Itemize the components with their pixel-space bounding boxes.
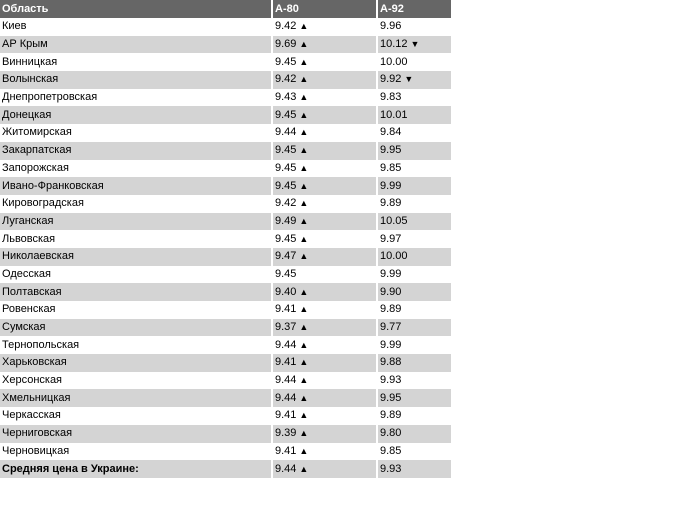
price-value: 9.49 bbox=[275, 214, 297, 227]
price-value: 9.42 bbox=[275, 197, 297, 210]
a92-price-cell bbox=[378, 106, 451, 124]
up-triangle-icon: ▲ bbox=[299, 109, 309, 120]
up-triangle-icon: ▲ bbox=[299, 286, 309, 297]
price-value: 9.83 bbox=[380, 91, 402, 104]
table-row bbox=[0, 266, 451, 284]
a92-price-cell bbox=[378, 230, 451, 248]
price-value: 9.89 bbox=[380, 303, 402, 316]
a80-price-cell bbox=[273, 160, 378, 178]
price-value: 9.44 bbox=[275, 462, 297, 475]
a92-price-cell bbox=[378, 354, 451, 372]
table-row bbox=[0, 354, 451, 372]
a80-price-cell bbox=[273, 425, 378, 443]
up-triangle-icon: ▲ bbox=[299, 39, 309, 50]
table-row bbox=[0, 301, 451, 319]
a80-price-cell bbox=[273, 18, 378, 36]
up-triangle-icon: ▲ bbox=[299, 215, 309, 226]
average-price-row bbox=[0, 460, 451, 478]
a92-price-cell bbox=[378, 142, 451, 160]
price-value: 9.93 bbox=[380, 462, 402, 475]
table-row bbox=[0, 372, 451, 390]
up-triangle-icon: ▲ bbox=[299, 463, 309, 474]
region-cell: Хмельницкая bbox=[0, 389, 273, 407]
up-triangle-icon: ▲ bbox=[299, 127, 309, 138]
price-value: 9.69 bbox=[275, 38, 297, 51]
price-value: 9.41 bbox=[275, 303, 297, 316]
column-header-a80: А-80 bbox=[273, 0, 378, 18]
up-triangle-icon: ▲ bbox=[299, 410, 309, 421]
a92-price-cell bbox=[378, 425, 451, 443]
a80-price-cell bbox=[273, 195, 378, 213]
a80-price-cell bbox=[273, 354, 378, 372]
a92-price-cell bbox=[378, 336, 451, 354]
region-cell: Запорожская bbox=[0, 160, 273, 178]
table-row bbox=[0, 160, 451, 178]
down-triangle-icon: ▼ bbox=[404, 74, 414, 85]
price-value: 10.00 bbox=[380, 250, 408, 263]
a92-price-cell bbox=[378, 389, 451, 407]
region-cell: Днепропетровская bbox=[0, 89, 273, 107]
up-triangle-icon: ▲ bbox=[299, 180, 309, 191]
price-value: 9.96 bbox=[380, 20, 402, 33]
price-value: 9.85 bbox=[380, 444, 402, 457]
table-row bbox=[0, 389, 451, 407]
region-cell: Житомирская bbox=[0, 124, 273, 142]
table-row bbox=[0, 124, 451, 142]
table-row bbox=[0, 407, 451, 425]
price-value: 9.77 bbox=[380, 321, 402, 334]
a80-price-cell bbox=[273, 142, 378, 160]
a92-price-cell bbox=[378, 89, 451, 107]
table-row bbox=[0, 443, 451, 461]
a80-price-cell bbox=[273, 71, 378, 89]
region-cell: АР Крым bbox=[0, 36, 273, 54]
up-triangle-icon: ▲ bbox=[299, 322, 309, 333]
region-cell: Донецкая bbox=[0, 106, 273, 124]
price-value: 9.39 bbox=[275, 427, 297, 440]
price-value: 9.45 bbox=[275, 144, 297, 157]
price-value: 9.89 bbox=[380, 197, 402, 210]
price-value: 9.85 bbox=[380, 161, 402, 174]
region-cell: Полтавская bbox=[0, 283, 273, 301]
price-value: 9.40 bbox=[275, 285, 297, 298]
a92-price-cell bbox=[378, 36, 451, 54]
region-cell: Волынская bbox=[0, 71, 273, 89]
average-a80-price-cell bbox=[273, 460, 378, 478]
a80-price-cell bbox=[273, 283, 378, 301]
table-row bbox=[0, 283, 451, 301]
up-triangle-icon: ▲ bbox=[299, 375, 309, 386]
price-value: 9.93 bbox=[380, 374, 402, 387]
up-triangle-icon: ▲ bbox=[299, 251, 309, 262]
region-cell: Сумская bbox=[0, 319, 273, 337]
region-cell: Одесская bbox=[0, 266, 273, 284]
down-triangle-icon: ▼ bbox=[410, 39, 420, 50]
a80-price-cell bbox=[273, 319, 378, 337]
price-value: 9.44 bbox=[275, 391, 297, 404]
price-value: 9.45 bbox=[275, 267, 297, 280]
table-row bbox=[0, 18, 451, 36]
region-cell: Ровенская bbox=[0, 301, 273, 319]
price-value: 9.95 bbox=[380, 144, 402, 157]
table-row bbox=[0, 213, 451, 231]
a80-price-cell bbox=[273, 389, 378, 407]
a92-price-cell bbox=[378, 177, 451, 195]
a92-price-cell bbox=[378, 248, 451, 266]
price-value: 9.44 bbox=[275, 126, 297, 139]
table-body bbox=[0, 18, 451, 478]
a92-price-cell bbox=[378, 443, 451, 461]
up-triangle-icon: ▲ bbox=[299, 145, 309, 156]
up-triangle-icon: ▲ bbox=[299, 198, 309, 209]
up-triangle-icon: ▲ bbox=[299, 162, 309, 173]
region-cell: Ивано-Франковская bbox=[0, 177, 273, 195]
a92-price-cell bbox=[378, 283, 451, 301]
price-value: 9.44 bbox=[275, 374, 297, 387]
a92-price-cell bbox=[378, 18, 451, 36]
a80-price-cell bbox=[273, 266, 378, 284]
a80-price-cell bbox=[273, 301, 378, 319]
a80-price-cell bbox=[273, 89, 378, 107]
table-row bbox=[0, 336, 451, 354]
region-cell: Николаевская bbox=[0, 248, 273, 266]
up-triangle-icon: ▲ bbox=[299, 56, 309, 67]
price-value: 9.88 bbox=[380, 356, 402, 369]
table-row bbox=[0, 248, 451, 266]
price-value: 9.42 bbox=[275, 20, 297, 33]
region-cell: Тернопольская bbox=[0, 336, 273, 354]
column-header-a92: А-92 bbox=[378, 0, 451, 18]
price-value: 9.42 bbox=[275, 73, 297, 86]
up-triangle-icon: ▲ bbox=[299, 445, 309, 456]
price-value: 9.97 bbox=[380, 232, 402, 245]
region-cell: Черкасская bbox=[0, 407, 273, 425]
average-a92-price-cell bbox=[378, 460, 451, 478]
a80-price-cell bbox=[273, 336, 378, 354]
a80-price-cell bbox=[273, 106, 378, 124]
a92-price-cell bbox=[378, 160, 451, 178]
a80-price-cell bbox=[273, 407, 378, 425]
a92-price-cell bbox=[378, 301, 451, 319]
region-cell: Черниговская bbox=[0, 425, 273, 443]
price-value: 9.45 bbox=[275, 161, 297, 174]
column-header-region: Область bbox=[0, 0, 273, 18]
region-cell: Черновицкая bbox=[0, 443, 273, 461]
price-value: 9.90 bbox=[380, 285, 402, 298]
a92-price-cell bbox=[378, 407, 451, 425]
a92-price-cell bbox=[378, 266, 451, 284]
a80-price-cell bbox=[273, 124, 378, 142]
a80-price-cell bbox=[273, 248, 378, 266]
price-value: 9.84 bbox=[380, 126, 402, 139]
a80-price-cell bbox=[273, 53, 378, 71]
table-row bbox=[0, 106, 451, 124]
up-triangle-icon: ▲ bbox=[299, 339, 309, 350]
a80-price-cell bbox=[273, 230, 378, 248]
price-value: 9.45 bbox=[275, 108, 297, 121]
table-row bbox=[0, 36, 451, 54]
a92-price-cell bbox=[378, 71, 451, 89]
price-value: 9.41 bbox=[275, 409, 297, 422]
price-value: 9.45 bbox=[275, 179, 297, 192]
region-cell: Херсонская bbox=[0, 372, 273, 390]
price-value: 9.99 bbox=[380, 179, 402, 192]
table-row bbox=[0, 319, 451, 337]
price-value: 10.00 bbox=[380, 55, 408, 68]
up-triangle-icon: ▲ bbox=[299, 357, 309, 368]
up-triangle-icon: ▲ bbox=[299, 92, 309, 103]
table-header-row bbox=[0, 0, 451, 18]
a92-price-cell bbox=[378, 372, 451, 390]
price-value: 9.99 bbox=[380, 267, 402, 280]
up-triangle-icon: ▲ bbox=[299, 74, 309, 85]
price-value: 9.92 bbox=[380, 73, 402, 86]
a92-price-cell bbox=[378, 53, 451, 71]
price-value: 9.89 bbox=[380, 409, 402, 422]
price-value: 9.37 bbox=[275, 321, 297, 334]
a80-price-cell bbox=[273, 213, 378, 231]
region-cell: Луганская bbox=[0, 213, 273, 231]
a80-price-cell bbox=[273, 443, 378, 461]
table-row bbox=[0, 53, 451, 71]
table-row bbox=[0, 71, 451, 89]
a92-price-cell bbox=[378, 124, 451, 142]
table-row bbox=[0, 230, 451, 248]
a92-price-cell bbox=[378, 213, 451, 231]
up-triangle-icon: ▲ bbox=[299, 304, 309, 315]
price-value: 9.41 bbox=[275, 356, 297, 369]
price-value: 10.12 bbox=[380, 38, 408, 51]
price-value: 9.44 bbox=[275, 338, 297, 351]
region-cell: Харьковская bbox=[0, 354, 273, 372]
price-value: 9.80 bbox=[380, 427, 402, 440]
a92-price-cell bbox=[378, 319, 451, 337]
up-triangle-icon: ▲ bbox=[299, 233, 309, 244]
price-value: 10.01 bbox=[380, 108, 408, 121]
price-value: 9.43 bbox=[275, 91, 297, 104]
table-row bbox=[0, 89, 451, 107]
price-value: 9.45 bbox=[275, 55, 297, 68]
region-cell: Закарпатская bbox=[0, 142, 273, 160]
up-triangle-icon: ▲ bbox=[299, 428, 309, 439]
table-row bbox=[0, 425, 451, 443]
a80-price-cell bbox=[273, 372, 378, 390]
a80-price-cell bbox=[273, 177, 378, 195]
price-value: 9.47 bbox=[275, 250, 297, 263]
a80-price-cell bbox=[273, 36, 378, 54]
region-cell: Кировоградская bbox=[0, 195, 273, 213]
up-triangle-icon: ▲ bbox=[299, 392, 309, 403]
a92-price-cell bbox=[378, 195, 451, 213]
average-price-label: Средняя цена в Украине: bbox=[0, 460, 273, 478]
region-cell: Киев bbox=[0, 18, 273, 36]
table-row bbox=[0, 195, 451, 213]
price-value: 9.99 bbox=[380, 338, 402, 351]
region-cell: Винницкая bbox=[0, 53, 273, 71]
table-row bbox=[0, 142, 451, 160]
price-value: 9.41 bbox=[275, 444, 297, 457]
price-value: 9.95 bbox=[380, 391, 402, 404]
table-row bbox=[0, 177, 451, 195]
up-triangle-icon: ▲ bbox=[299, 21, 309, 32]
region-cell: Львовская bbox=[0, 230, 273, 248]
price-value: 10.05 bbox=[380, 214, 408, 227]
price-value: 9.45 bbox=[275, 232, 297, 245]
